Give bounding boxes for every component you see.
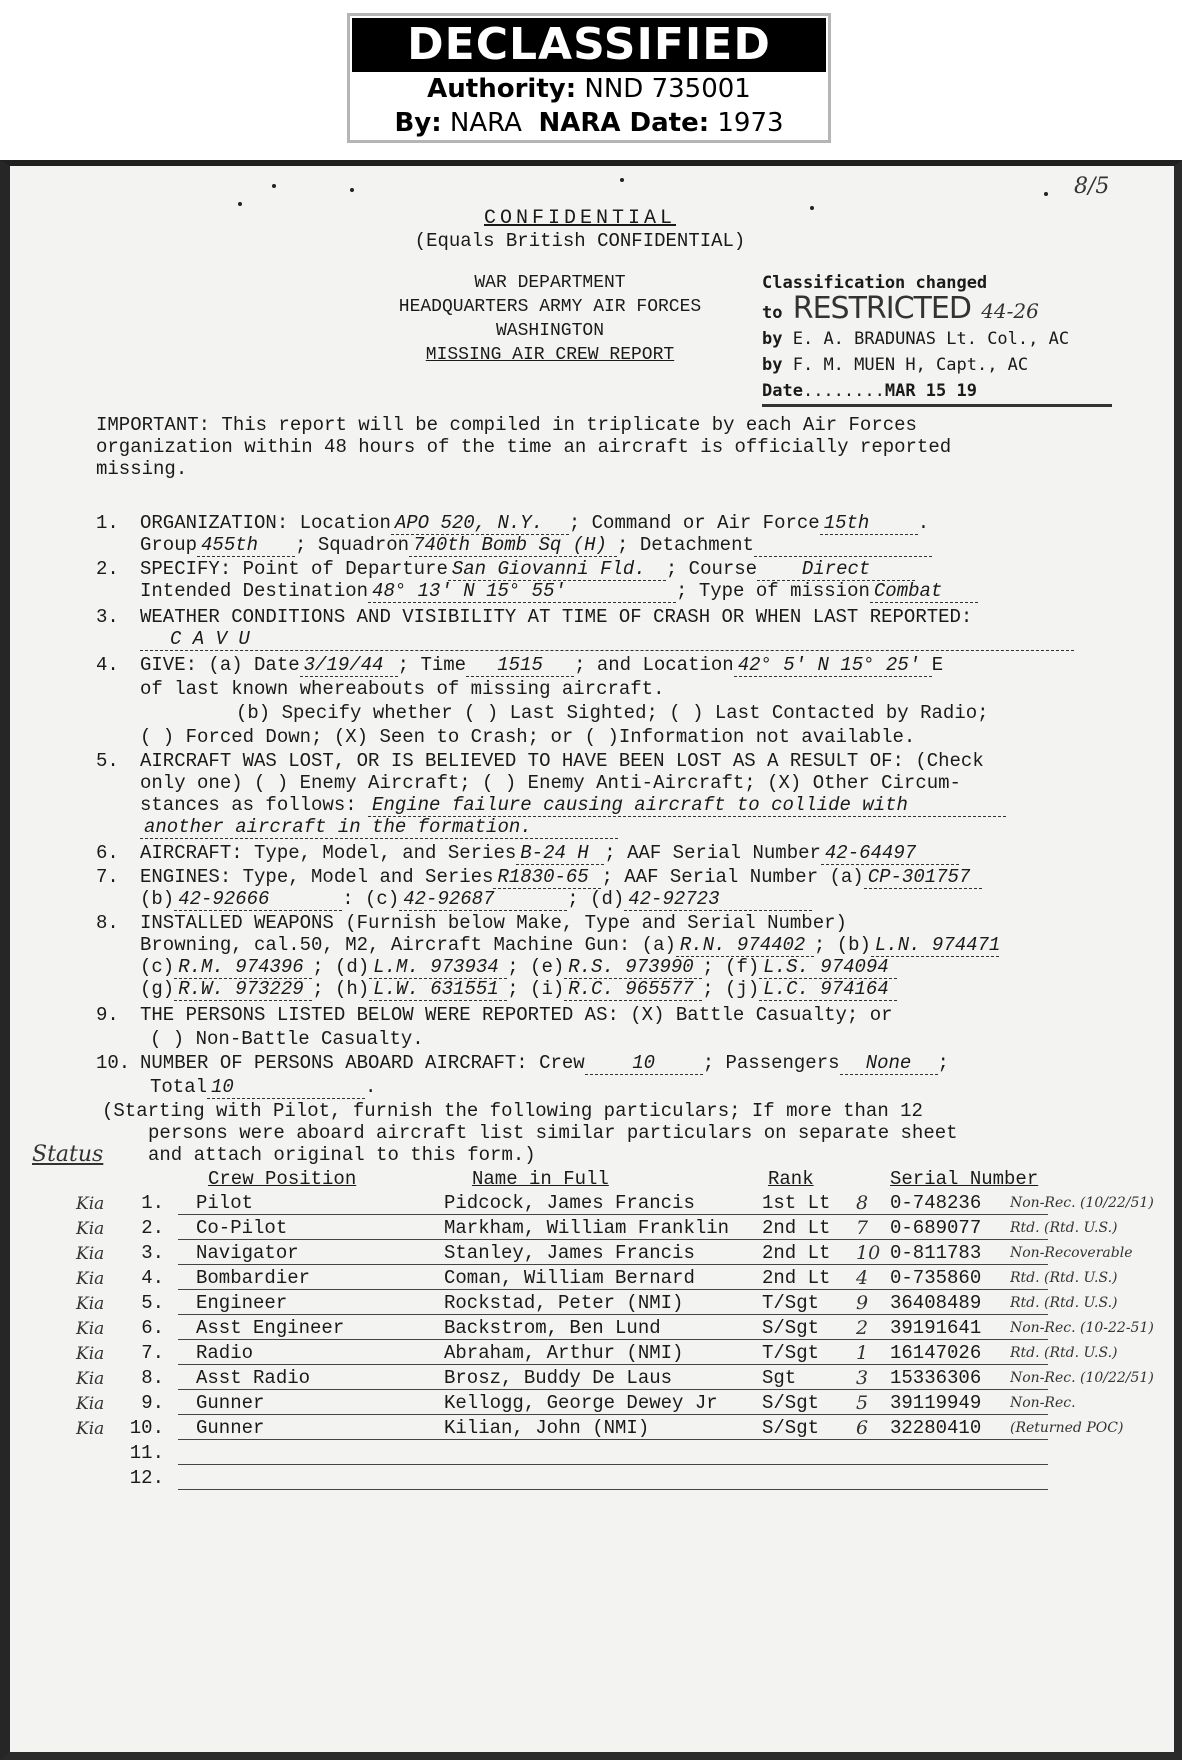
crew-rank: S/Sgt: [762, 1392, 820, 1414]
weapon-a: R.N. 974402: [676, 934, 814, 957]
crew-rank: 1st Lt: [762, 1192, 831, 1214]
item-9-line-1: THE PERSONS LISTED BELOW WERE REPORTED AS: (X) Battle Casualty; or: [140, 1004, 893, 1026]
crew-position: Co-Pilot: [196, 1217, 288, 1239]
crew-rank: 2nd Lt: [762, 1242, 831, 1264]
item-2-number: 2.: [96, 558, 119, 580]
crew-name: Kilian, John (NMI): [444, 1417, 650, 1439]
course-field: Direct: [757, 558, 915, 581]
row-status-mark: Kia: [76, 1344, 105, 1364]
item-7-line-2: (b) 42-92666 : (c) 42-92687 ; (d) 42-92723: [140, 888, 812, 911]
crew-name: Markham, William Franklin: [444, 1217, 730, 1239]
crew-rank: 2nd Lt: [762, 1267, 831, 1289]
row-rule: [178, 1239, 1048, 1240]
item-5-line-1: AIRCRAFT WAS LOST, OR IS BELIEVED TO HAVE BEEN LOST AS A RESULT OF: (Check: [140, 750, 984, 772]
crew-serial: 0-689077: [890, 1217, 982, 1239]
crew-name: Coman, William Bernard: [444, 1267, 695, 1289]
row-status-mark: Kia: [76, 1269, 105, 1289]
crew-note: Rtd. (Rtd. U.S.): [1010, 1295, 1118, 1311]
crew-mark: 5: [856, 1392, 869, 1414]
location-field: APO 520, N.Y.: [391, 512, 569, 535]
passengers-field: None: [840, 1052, 938, 1075]
important-line-1: IMPORTANT: This report will be compiled in triplicate by each Air Forces: [96, 414, 917, 436]
item-3-number: 3.: [96, 606, 119, 628]
reclass-to: to RESTRICTED 44-26: [762, 291, 1039, 326]
engine-field: R1830-65: [493, 866, 601, 889]
crew-position: Engineer: [196, 1292, 288, 1314]
crew-position: Pilot: [196, 1192, 254, 1214]
weapon-e: R.S. 973990: [564, 956, 702, 979]
item-4-line-3: (b) Specify whether ( ) Last Sighted; ( ) Last Contacted by Radio;: [236, 702, 989, 724]
report-title: MISSING AIR CREW REPORT: [425, 345, 675, 365]
row-rule: [178, 1489, 1048, 1490]
item-4-number: 4.: [96, 654, 119, 676]
instructions-line-3: and attach original to this form.): [148, 1144, 536, 1166]
status-handwritten: Status: [32, 1142, 104, 1167]
header-line-3: WASHINGTON: [495, 321, 605, 341]
row-number: 7.: [141, 1342, 164, 1364]
weather-field: C A V U: [140, 628, 1074, 651]
crew-serial: 36408489: [890, 1292, 982, 1314]
destination-field: 48° 13' N 15° 55': [368, 580, 676, 603]
stamp-authority: Authority: NND 735001: [427, 74, 751, 104]
item-10-line-2: Total 10 .: [150, 1076, 377, 1098]
crew-serial: 39119949: [890, 1392, 982, 1414]
item-8-line-3: (c) R.M. 974396 ; (d) L.M. 973934 ; (e) R.S. 973990 ; (f) L.S. 974094: [140, 956, 897, 979]
date-field: 3/19/44: [300, 654, 398, 677]
item-6-number: 6.: [96, 842, 119, 864]
crew-note: Rtd. (Rtd. U.S.): [1010, 1220, 1118, 1236]
crew-name: Backstrom, Ben Lund: [444, 1317, 661, 1339]
crew-name: Abraham, Arthur (NMI): [444, 1342, 684, 1364]
row-number: 12.: [129, 1467, 164, 1489]
row-status-mark: Kia: [76, 1369, 105, 1389]
instructions-line-2: persons were aboard aircraft list similar particulars on separate sheet: [148, 1122, 958, 1144]
crew-name: Pidcock, James Francis: [444, 1192, 695, 1214]
crew-mark: 2: [856, 1317, 869, 1339]
reclassification-stamp: [762, 270, 1122, 402]
row-rule: [178, 1339, 1048, 1340]
crew-note: (Returned POC): [1010, 1420, 1124, 1436]
crew-note: Non-Recoverable: [1010, 1245, 1133, 1261]
item-7-number: 7.: [96, 866, 119, 888]
col-header-position: Crew Position: [208, 1168, 357, 1190]
air-force-field: 15th: [820, 512, 918, 535]
weapon-i: R.C. 965577: [564, 978, 702, 1001]
crew-note: Non-Rec.: [1010, 1395, 1076, 1411]
col-header-name: Name in Full: [472, 1168, 609, 1190]
crew-position: Asst Radio: [196, 1367, 311, 1389]
speck: [1044, 192, 1048, 196]
crew-mark: 9: [856, 1292, 869, 1314]
item-9-line-2: ( ) Non-Battle Casualty.: [150, 1028, 424, 1050]
item-3-line-1: WEATHER CONDITIONS AND VISIBILITY AT TIME OF CRASH OR WHEN LAST REPORTED:: [140, 606, 973, 628]
reclass-by-1: by E. A. BRADUNAS Lt. Col., AC: [762, 329, 1070, 349]
crew-serial: 0-735860: [890, 1267, 982, 1289]
item-9-number: 9.: [96, 1004, 119, 1026]
crew-mark: 7: [856, 1217, 869, 1239]
crew-rank: Sgt: [762, 1367, 797, 1389]
row-number: 4.: [141, 1267, 164, 1289]
crew-serial: 39191641: [890, 1317, 982, 1339]
row-status-mark: Kia: [76, 1394, 105, 1414]
crew-rank: S/Sgt: [762, 1417, 820, 1439]
crew-note: Rtd. (Rtd. U.S.): [1010, 1270, 1118, 1286]
row-number: 10.: [129, 1417, 164, 1439]
crew-position: Gunner: [196, 1417, 265, 1439]
speck: [620, 178, 624, 182]
reclass-date: Date........MAR 15 19: [762, 378, 1112, 407]
item-8-line-1: INSTALLED WEAPONS (Furnish below Make, Type and Serial Number): [140, 912, 847, 934]
row-status-mark: Kia: [76, 1419, 105, 1439]
row-number: 2.: [141, 1217, 164, 1239]
crew-mark: 1: [856, 1342, 869, 1364]
crew-rank: 2nd Lt: [762, 1217, 831, 1239]
weapon-c: R.M. 974396: [174, 956, 312, 979]
group-field: 455th: [197, 534, 295, 557]
crew-serial: 0-748236: [890, 1192, 982, 1214]
important-line-2: organization within 48 hours of the time an aircraft is officially reported: [96, 436, 952, 458]
engine-serial-b: 42-92666: [174, 888, 342, 911]
item-6-line-1: AIRCRAFT: Type, Model, and Series B-24 H ; AAF Serial Number 42-64497: [140, 842, 959, 865]
row-rule: [178, 1214, 1048, 1215]
row-status-mark: Kia: [76, 1294, 105, 1314]
total-field: 10: [207, 1076, 365, 1099]
stamp-by: By: NARA NARA Date: 1973: [394, 108, 784, 138]
row-number: 1.: [141, 1192, 164, 1214]
weapon-d: L.M. 973934: [369, 956, 507, 979]
crew-position: Radio: [196, 1342, 254, 1364]
weapon-j: L.C. 974164: [759, 978, 897, 1001]
row-number: 3.: [141, 1242, 164, 1264]
crew-name: Brosz, Buddy De Laus: [444, 1367, 673, 1389]
crew-position: Asst Engineer: [196, 1317, 345, 1339]
row-number: 5.: [141, 1292, 164, 1314]
crew-rank: S/Sgt: [762, 1317, 820, 1339]
item-4-line-4: ( ) Forced Down; (X) Seen to Crash; or ( )Information not available.: [140, 726, 916, 748]
item-8-line-4: (g) R.W. 973229 ; (h) L.W. 631551 ; (i) R.C. 965577 ; (j) L.C. 974164: [140, 978, 897, 1001]
crew-rank: T/Sgt: [762, 1292, 820, 1314]
item-10-number: 10.: [96, 1052, 131, 1074]
row-rule: [178, 1289, 1048, 1290]
row-number: 9.: [141, 1392, 164, 1414]
row-rule: [178, 1364, 1048, 1365]
classification-equals: (Equals British CONFIDENTIAL): [414, 230, 746, 252]
row-rule: [178, 1389, 1048, 1390]
weapon-b: L.N. 974471: [871, 934, 999, 957]
item-2-line-2: Intended Destination 48° 13' N 15° 55' ; Type of mission Combat: [140, 580, 978, 603]
classification: CONFIDENTIAL: [483, 207, 677, 230]
crew-count-field: 10: [585, 1052, 703, 1075]
engine-serial-c: 42-92687: [399, 888, 567, 911]
item-1-line-1: ORGANIZATION: Location APO 520, N.Y. ; Command or Air Force 15th .: [140, 512, 930, 534]
crew-serial: 15336306: [890, 1367, 982, 1389]
row-rule: [178, 1314, 1048, 1315]
header-line-1: WAR DEPARTMENT: [474, 273, 626, 293]
crew-mark: 8: [856, 1192, 869, 1214]
detachment-field: [754, 534, 932, 557]
crew-serial: 16147026: [890, 1342, 982, 1364]
aircraft-field: B-24 H: [516, 842, 604, 865]
important-line-3: missing.: [96, 458, 188, 480]
crew-note: Rtd. (Rtd. U.S.): [1010, 1345, 1118, 1361]
item-4-line-1: GIVE: (a) Date 3/19/44 ; Time 1515 ; and Location 42° 5' N 15° 25' E: [140, 654, 944, 676]
crew-rank: T/Sgt: [762, 1342, 820, 1364]
instructions-line-1: (Starting with Pilot, furnish the following particulars; If more than 12: [102, 1100, 923, 1122]
crew-mark: 4: [856, 1267, 869, 1289]
row-rule: [178, 1439, 1048, 1440]
crew-position: Bombardier: [196, 1267, 311, 1289]
last-location-field: 42° 5' N 15° 25': [734, 654, 932, 677]
crew-note: Non-Rec. (10/22/51): [1010, 1195, 1154, 1211]
crew-position: Navigator: [196, 1242, 299, 1264]
item-5-number: 5.: [96, 750, 119, 772]
item-1-line-2: Group 455th ; Squadron 740th Bomb Sq (H) ; Detachment: [140, 534, 932, 557]
engine-serial-a: CP-301757: [864, 866, 982, 889]
crew-name: Kellogg, George Dewey Jr: [444, 1392, 718, 1414]
crew-note: Non-Rec. (10-22-51): [1010, 1320, 1154, 1336]
row-status-mark: Kia: [76, 1319, 105, 1339]
row-rule: [178, 1264, 1048, 1265]
top-right-mark: 8/5: [1074, 174, 1110, 199]
speck: [272, 184, 276, 188]
weapon-h: L.W. 631551: [369, 978, 507, 1001]
crew-mark: 6: [856, 1417, 869, 1439]
crew-serial: 0-811783: [890, 1242, 982, 1264]
declassified-stamp: [347, 13, 831, 143]
item-7-line-1: ENGINES: Type, Model and Series R1830-65 ; AAF Serial Number (a) CP-301757: [140, 866, 982, 889]
item-8-line-2: Browning, cal.50, M2, Aircraft Machine Gun: (a) R.N. 974402 ; (b) L.N. 974471: [140, 934, 1001, 956]
row-status-mark: Kia: [76, 1219, 105, 1239]
crew-note: Non-Rec. (10/22/51): [1010, 1370, 1154, 1386]
item-5-line-4: [140, 816, 618, 839]
item-10-line-1: NUMBER OF PERSONS ABOARD AIRCRAFT: Crew 10 ; Passengers None ;: [140, 1052, 949, 1074]
crew-mark: 3: [856, 1367, 869, 1389]
row-status-mark: Kia: [76, 1244, 105, 1264]
item-8-number: 8.: [96, 912, 119, 934]
col-header-rank: Rank: [768, 1168, 814, 1190]
header-line-2: HEADQUARTERS ARMY AIR FORCES: [398, 297, 702, 317]
crew-position: Gunner: [196, 1392, 265, 1414]
row-number: 8.: [141, 1367, 164, 1389]
item-1-number: 1.: [96, 512, 119, 534]
item-5-line-2: only one) ( ) Enemy Aircraft; ( ) Enemy Anti-Aircraft; (X) Other Circum-: [140, 772, 961, 794]
col-header-serial: Serial Number: [890, 1168, 1039, 1190]
crew-name: Rockstad, Peter (NMI): [444, 1292, 684, 1314]
stamp-title: DECLASSIFIED: [352, 18, 826, 72]
reclass-line-1: Classification changed: [762, 273, 988, 293]
row-number: 6.: [141, 1317, 164, 1339]
row-number: 11.: [129, 1442, 164, 1464]
item-5-line-3: stances as follows: Engine failure causing aircraft to collide with: [140, 794, 1006, 817]
row-rule: [178, 1414, 1048, 1415]
cause-field-2: another aircraft in the formation.: [140, 816, 618, 839]
reclass-by-2: by F. M. MUEN H, Capt., AC: [762, 355, 1029, 375]
engine-serial-d: 42-92723: [624, 888, 812, 911]
squadron-field: 740th Bomb Sq (H): [409, 534, 617, 557]
time-field: 1515: [466, 654, 574, 677]
aircraft-serial-field: 42-64497: [821, 842, 959, 865]
row-rule: [178, 1464, 1048, 1465]
speck: [238, 202, 242, 206]
weapon-g: R.W. 973229: [174, 978, 312, 1001]
speck: [350, 188, 354, 192]
item-2-line-1: SPECIFY: Point of Departure San Giovanni Fld. ; Course Direct: [140, 558, 915, 581]
crew-mark: 10: [856, 1242, 881, 1264]
speck: [810, 206, 814, 210]
crew-serial: 32280410: [890, 1417, 982, 1439]
cause-field-1: Engine failure causing aircraft to collide with: [368, 794, 1006, 817]
item-4-line-2: of last known whereabouts of missing aircraft.: [140, 678, 665, 700]
departure-field: San Giovanni Fld.: [448, 558, 666, 581]
mission-field: Combat: [870, 580, 978, 603]
document-sheet: [0, 160, 1182, 1760]
crew-name: Stanley, James Francis: [444, 1242, 695, 1264]
row-status-mark: Kia: [76, 1194, 105, 1214]
weapon-f: L.S. 974094: [759, 956, 897, 979]
